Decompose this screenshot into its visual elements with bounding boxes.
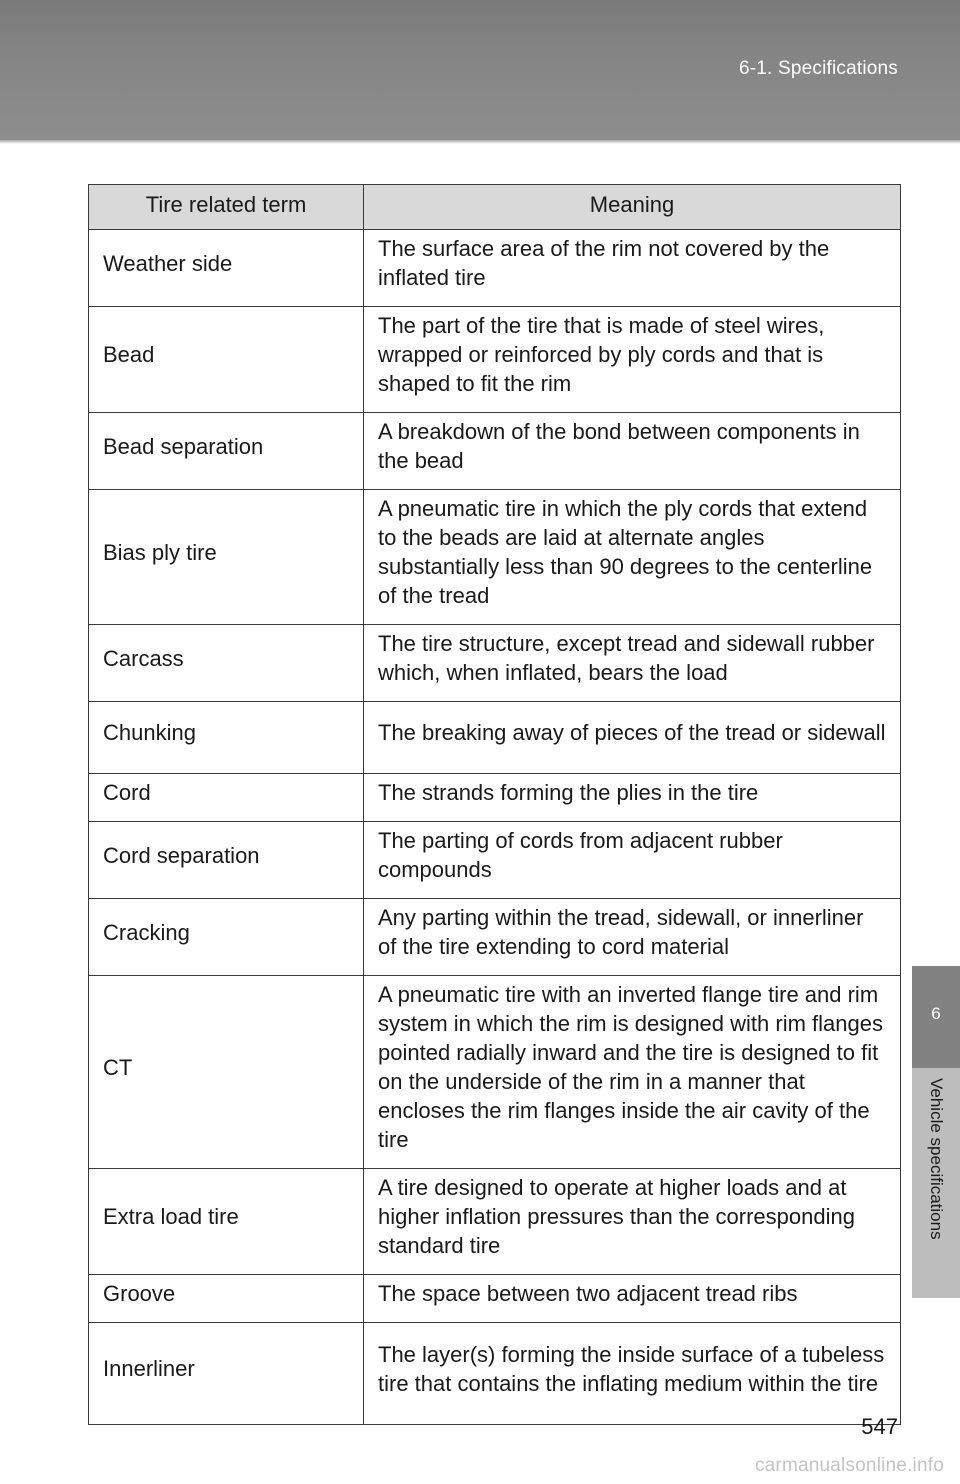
column-header-term: Tire related term (89, 185, 364, 230)
table-row (89, 976, 901, 1169)
meaning-cell: The part of the tire that is made of steel wires, wrapped or reinforced by ply cords and that is shaped to fit the rim (364, 307, 901, 413)
meaning-cell: Any parting within the tread, sidewall, or innerliner of the tire extending to cord material (364, 899, 901, 976)
meaning-cell: A pneumatic tire with an inverted flange tire and rim system in which the rim is designed with rim flanges pointed radially inward and the tire is designed to fit on the underside of the rim in a manner that encloses the rim flanges inside the air cavity of the tire (364, 976, 901, 1169)
term-cell: Cracking (89, 899, 364, 976)
term-cell: Carcass (89, 625, 364, 702)
meaning-cell: A pneumatic tire in which the ply cords that extend to the beads are laid at alternate angles substantially less than 90 degrees to the centerline of the tread (364, 490, 901, 625)
chapter-number: 6 (931, 1004, 941, 1023)
table-row (89, 625, 901, 702)
term-cell: Cord (89, 774, 364, 822)
table-row (89, 702, 901, 774)
table-row (89, 490, 901, 625)
meaning-cell: A breakdown of the bond between components in the bead (364, 413, 901, 490)
term-cell: Extra load tire (89, 1169, 364, 1275)
column-header-meaning: Meaning (364, 185, 901, 230)
term-cell: Bias ply tire (89, 490, 364, 625)
term-cell: Bead separation (89, 413, 364, 490)
chapter-tab[interactable] (912, 966, 960, 1068)
table-row (89, 774, 901, 822)
chapter-label: Vehicle specifications (927, 1078, 946, 1240)
term-cell: Chunking (89, 702, 364, 774)
chapter-tab-label-area (912, 1068, 960, 1298)
meaning-cell: The breaking away of pieces of the tread or sidewall (364, 702, 901, 774)
page-number: 547 (861, 1414, 898, 1439)
table-row (89, 822, 901, 899)
term-cell: CT (89, 976, 364, 1169)
table-row (89, 1169, 901, 1275)
watermark-text: carmanualsonline.info (754, 1455, 944, 1476)
table-row (89, 1275, 901, 1323)
table-row (89, 413, 901, 490)
meaning-cell: The space between two adjacent tread ribs (364, 1275, 901, 1323)
table-row (89, 1323, 901, 1425)
term-cell: Bead (89, 307, 364, 413)
meaning-cell: The tire structure, except tread and sidewall rubber which, when inflated, bears the load (364, 625, 901, 702)
meaning-cell: The layer(s) forming the inside surface of a tubeless tire that contains the inflating medium within the tire (364, 1323, 901, 1425)
meaning-cell: The parting of cords from adjacent rubber compounds (364, 822, 901, 899)
term-cell: Innerliner (89, 1323, 364, 1425)
header-band (0, 0, 960, 144)
meaning-cell: The strands forming the plies in the tire (364, 774, 901, 822)
table-row (89, 307, 901, 413)
tire-terms-table (88, 184, 901, 1425)
table-row (89, 899, 901, 976)
term-cell: Groove (89, 1275, 364, 1323)
term-cell: Weather side (89, 230, 364, 307)
table-row (89, 230, 901, 307)
section-title: 6-1. Specifications (738, 58, 898, 79)
meaning-cell: A tire designed to operate at higher loads and at higher inflation pressures than the corresponding standard tire (364, 1169, 901, 1275)
term-cell: Cord separation (89, 822, 364, 899)
table-header-row (89, 185, 901, 230)
meaning-cell: The surface area of the rim not covered by the inflated tire (364, 230, 901, 307)
